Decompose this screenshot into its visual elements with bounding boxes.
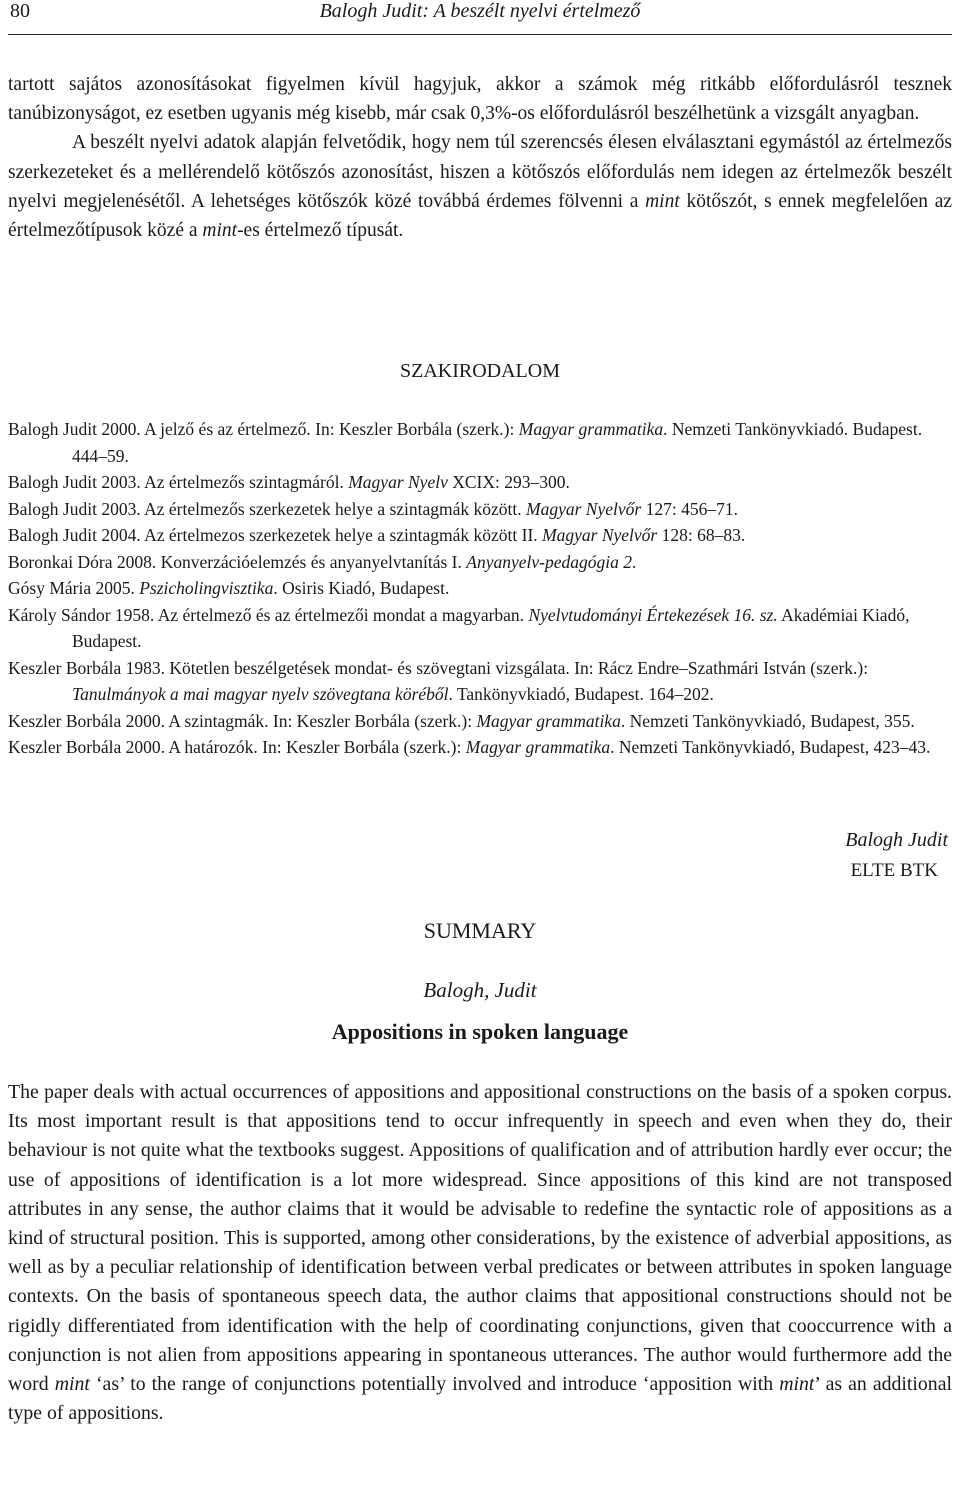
page-number: 80 [10, 0, 30, 22]
body-text [8, 70, 952, 245]
running-header [8, 0, 952, 35]
reference-item: Keszler Borbála 1983. Kötetlen beszélgetések mondat- és szövegtani vizsgálata. In: Rácz Endre–Szathmári István (szerk.): Tanulmányok a mai magyar nyelv szövegtana köréből. Tankönyvkiadó, Budapest. 164–202. [8, 657, 869, 704]
reference-item: Boronkai Dóra 2008. Konverzációelemzés és anyanyelvtanítás I. Anyanyelv-pedagógia 2. [8, 551, 637, 572]
reference-item: Balogh Judit 2004. Az értelmezos szerkezetek helye a szintagmák között II. Magyar Nyelvőr 128: 68–83. [8, 525, 746, 545]
reference-item: Keszler Borbála 2000. A határozók. In: Keszler Borbála (szerk.): Magyar grammatika. Nemzeti Tankönyvkiadó, Budapest, 423–43. [8, 737, 931, 757]
signature-affiliation: ELTE BTK [850, 860, 938, 881]
reference-item: Balogh Judit 2003. Az értelmezős szerkezetek helye a szintagmák között. Magyar Nyelvőr 127: 456–71. [8, 498, 738, 519]
paragraph-2-italic-mint-2: mint [202, 220, 238, 242]
reference-item: Károly Sándor 1958. Az értelmező és az értelmezői mondat a magyarban. Nyelvtudományi Értekezések 16. sz. Akadémiai Kiadó, Budapest. [8, 604, 910, 651]
summary-paper-title: Appositions in spoken language [331, 1019, 629, 1044]
paragraph-2-italic-mint-1: mint [645, 190, 680, 212]
paragraph-2-part1: A beszélt nyelvi adatok alapján felvetődik, hogy nem túl szerencsés élesen elválasztani egymástól az értelmezős szerkezeteket és a mellérendelő kötőszós azonosítást, hiszen a kötőszós előfordulás nem idegen az értelmezők beszélt nyelvi megjelenésétől. A lehetséges kötőszók közé továbbá érdemes fölvenni a [8, 132, 952, 212]
signature-author: Balogh Judit [845, 829, 948, 851]
paragraph-2-part3: -es értelmező típusát. [237, 220, 404, 242]
paragraph-2 [8, 128, 952, 245]
reference-item: Keszler Borbála 2000. A szintagmák. In: Keszler Borbála (szerk.): Magyar grammatika. Nemzeti Tankönyvkiadó, Budapest, 355. [8, 710, 915, 731]
summary-author: Balogh, Judit [423, 978, 537, 1002]
paragraph-2-part2: kötőszót, s ennek megfelelően az értelmezőtípusok közé a [8, 190, 952, 242]
reference-item: Balogh Judit 2000. A jelző és az értelmező. In: Keszler Borbála (szerk.): Magyar grammatika. Nemzeti Tankönyvkiadó. Budapest. 444–59. [8, 419, 923, 466]
running-title: Balogh Judit: A beszélt nyelvi értelmező [319, 0, 641, 22]
reference-list [8, 416, 958, 761]
summary-heading: SUMMARY [423, 918, 537, 943]
reference-item: Balogh Judit 2003. Az értelmezős szintagmáról. Magyar Nyelv XCIX: 293–300. [8, 472, 570, 492]
references-heading: SZAKIRODALOM [400, 360, 560, 382]
paragraph-1: tartott sajátos azonosításokat figyelmen kívül hagyjuk, akkor a számok még ritkább előfordulásról tesznek tanúbizonyságot, ez esetben ugyanis még kisebb, már csak 0,3%-os előfordulásról beszélhetünk a vizsgált anyagban. [8, 74, 952, 125]
reference-item: Gósy Mária 2005. Pszicholingvisztika. Osiris Kiadó, Budapest. [8, 578, 450, 598]
summary-abstract: The paper deals with actual occurrences of appositions and appositional constructions on the basis of a spoken corpus. Its most important result is that appositions tend to occur infrequently in speech and even when they do, their behaviour is not quite what the textbooks suggest. Appositions of qualification and of attribution hardly ever occur; the use of appositions of identification is a lot more widespread. Since appositions of this kind are not transposed attributes in any sense, the author claims that it would be advisable to redefine the syntactic role of appositions as a kind of structural position. This is supported, among other considerations, by the existence of adverbial appositions, as well as by a peculiar relationship of identification between verbal predicates or between attributes in spoken language contexts. On the basis of spontaneous speech data, the author claims that appositional constructions should not be rigidly differentiated from identification with the help of coordinating conjunctions, given that cooccurrence with a conjunction is not alien from appositions appearing in spontaneous utterances. The author would furthermore add the word mint ‘as’ to the range of conjunctions potentially involved and introduce ‘apposition with mint’ as an additional type of appositions. [8, 1081, 952, 1425]
